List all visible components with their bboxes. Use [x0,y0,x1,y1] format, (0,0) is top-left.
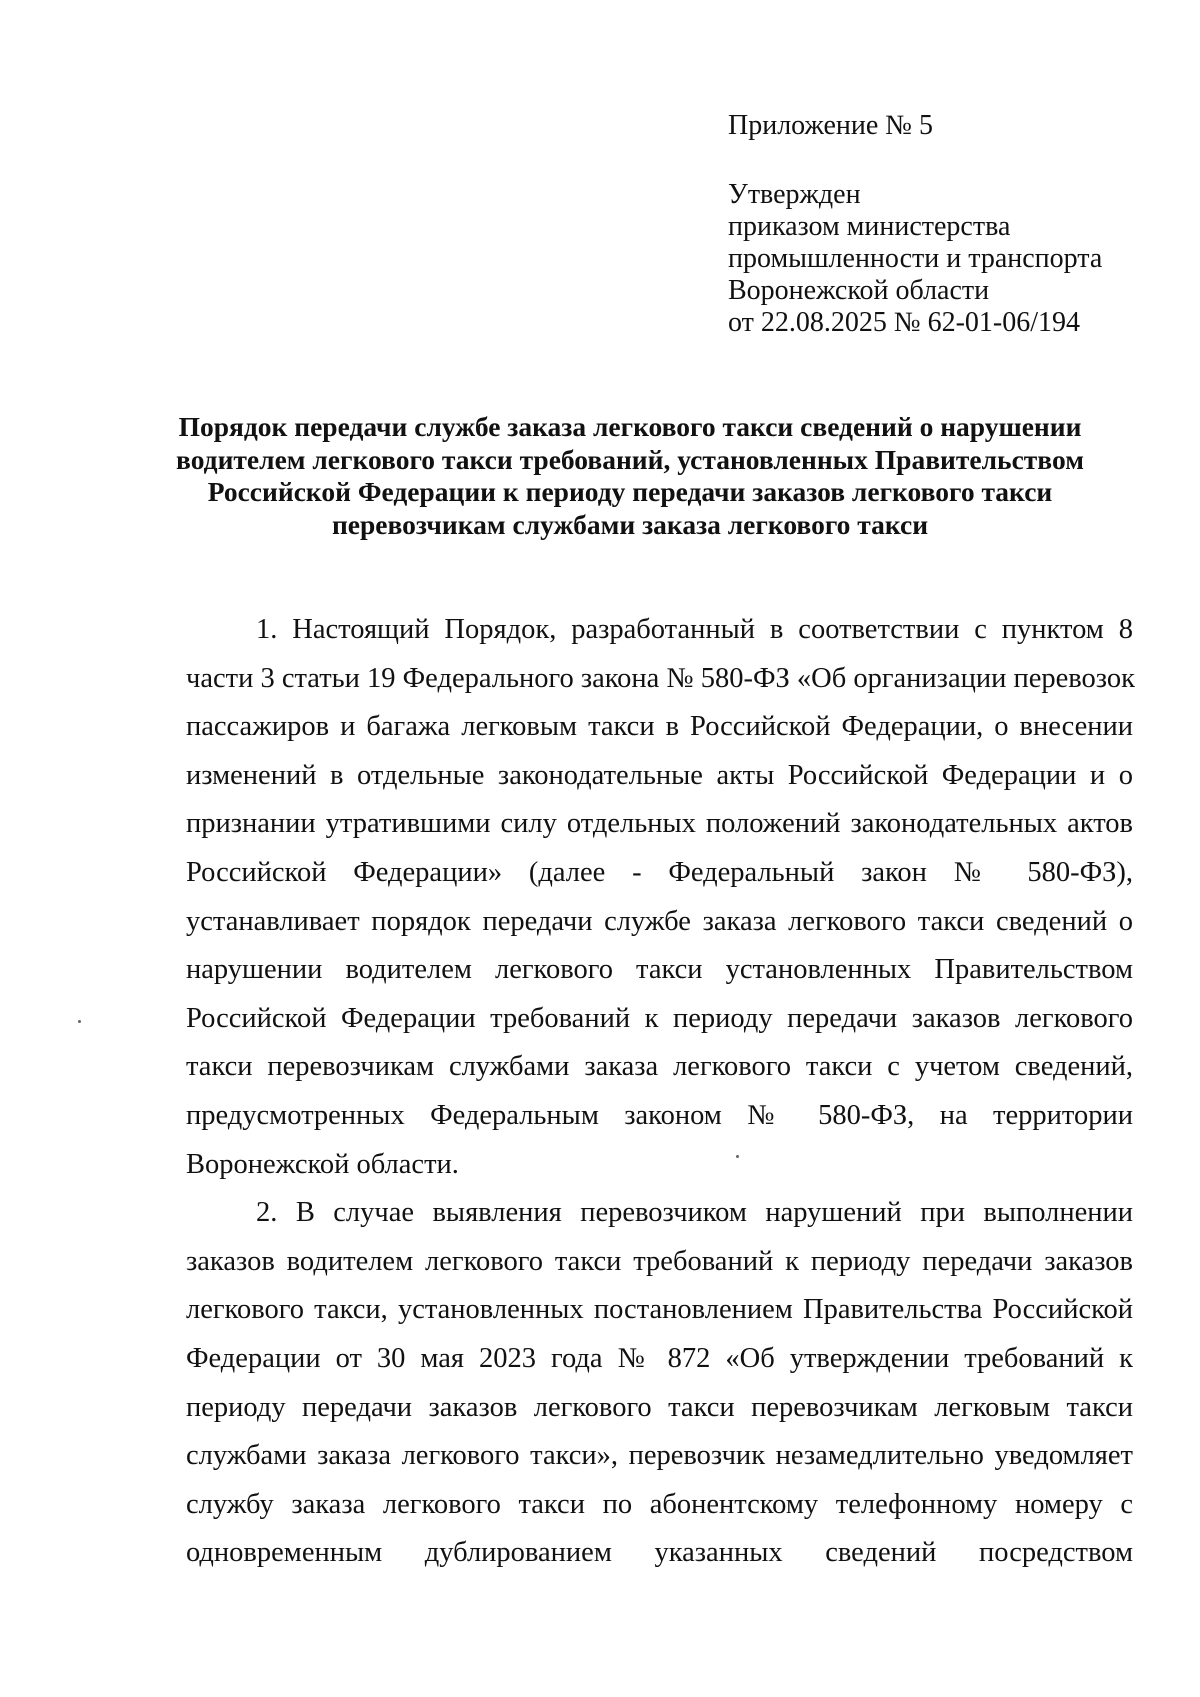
title-line: Российской Федерации к периоду передачи заказов легкового такси [207,476,1053,507]
paragraph-line: одновременным дублированием указанных сведений посредством [186,1537,1133,1569]
paragraph-line: предусмотренных Федеральным законом № 580-ФЗ, на территории [186,1099,1133,1131]
paragraph-line: службами заказа легкового такси», перевозчик незамедлительно уведомляет [186,1440,1133,1472]
paragraph-line: службу заказа легкового такси по абонентскому телефонному номеру с [186,1488,1133,1520]
paragraph-line: 2. В случае выявления перевозчиком нарушений при выполнении [256,1197,1133,1229]
approval-line: Утвержден [728,179,861,210]
paragraph-line: признании утратившими силу отдельных положений законодательных актов [186,808,1133,840]
paragraph-line: устанавливает порядок передачи службе заказа легкового такси сведений о [186,905,1133,937]
title-line: Порядок передачи службе заказа легкового такси сведений о нарушении [178,411,1082,442]
paragraph-1 [186,606,1133,1189]
approval-line: приказом министерства [728,211,1011,242]
paragraph-line: Федерации от 30 мая 2023 года № 872 «Об утверждении требований к [186,1342,1133,1374]
approval-stamp-block [728,110,1168,339]
title-line: перевозчикам службами заказа легкового такси [331,508,929,540]
paragraph-line: Воронежской области. [186,1148,459,1180]
scan-speck [78,1020,81,1023]
paragraph-line: заказов водителем легкового такси требований к периоду передачи заказов [186,1245,1133,1277]
paragraph-line: такси перевозчикам службами заказа легкового такси с учетом сведений, [186,1051,1133,1083]
paragraph-line: части 3 статьи 19 Федерального закона № 580-ФЗ «Об организации перевозок [186,662,1135,694]
approval-line: промышленности и транспорта [728,243,1103,274]
approval-order-reference: от 22.08.2025 № 62-01-06/194 [728,307,1081,338]
paragraph-line: Российской Федерации требований к периоду передачи заказов легкового [186,1002,1133,1034]
paragraph-line: периоду передачи заказов легкового такси перевозчикам легковым такси [186,1391,1133,1423]
approval-line: Воронежской области [728,275,990,306]
paragraph-line: 1. Настоящий Порядок, разработанный в соответствии с пунктом 8 [256,614,1133,645]
paragraph-line: Российской Федерации» (далее - Федеральный закон № 580-ФЗ), [186,856,1133,888]
paragraph-2 [186,1189,1133,1578]
document-body [186,606,1133,1578]
appendix-number: Приложение № 5 [728,110,933,141]
paragraph-line: легкового такси, установленных постановлением Правительства Российской [186,1294,1133,1326]
paragraph-line: изменений в отдельные законодательные акты Российской Федерации и о [186,759,1133,791]
paragraph-line: нарушении водителем легкового такси установленных Правительством [186,954,1133,986]
paragraph-line: пассажиров и багажа легковым такси в Российской Федерации, о внесении [186,711,1133,743]
document-title [150,411,1110,541]
scan-speck [736,1155,739,1158]
title-line: водителем легкового такси требований, установленных Правительством [176,443,1084,475]
